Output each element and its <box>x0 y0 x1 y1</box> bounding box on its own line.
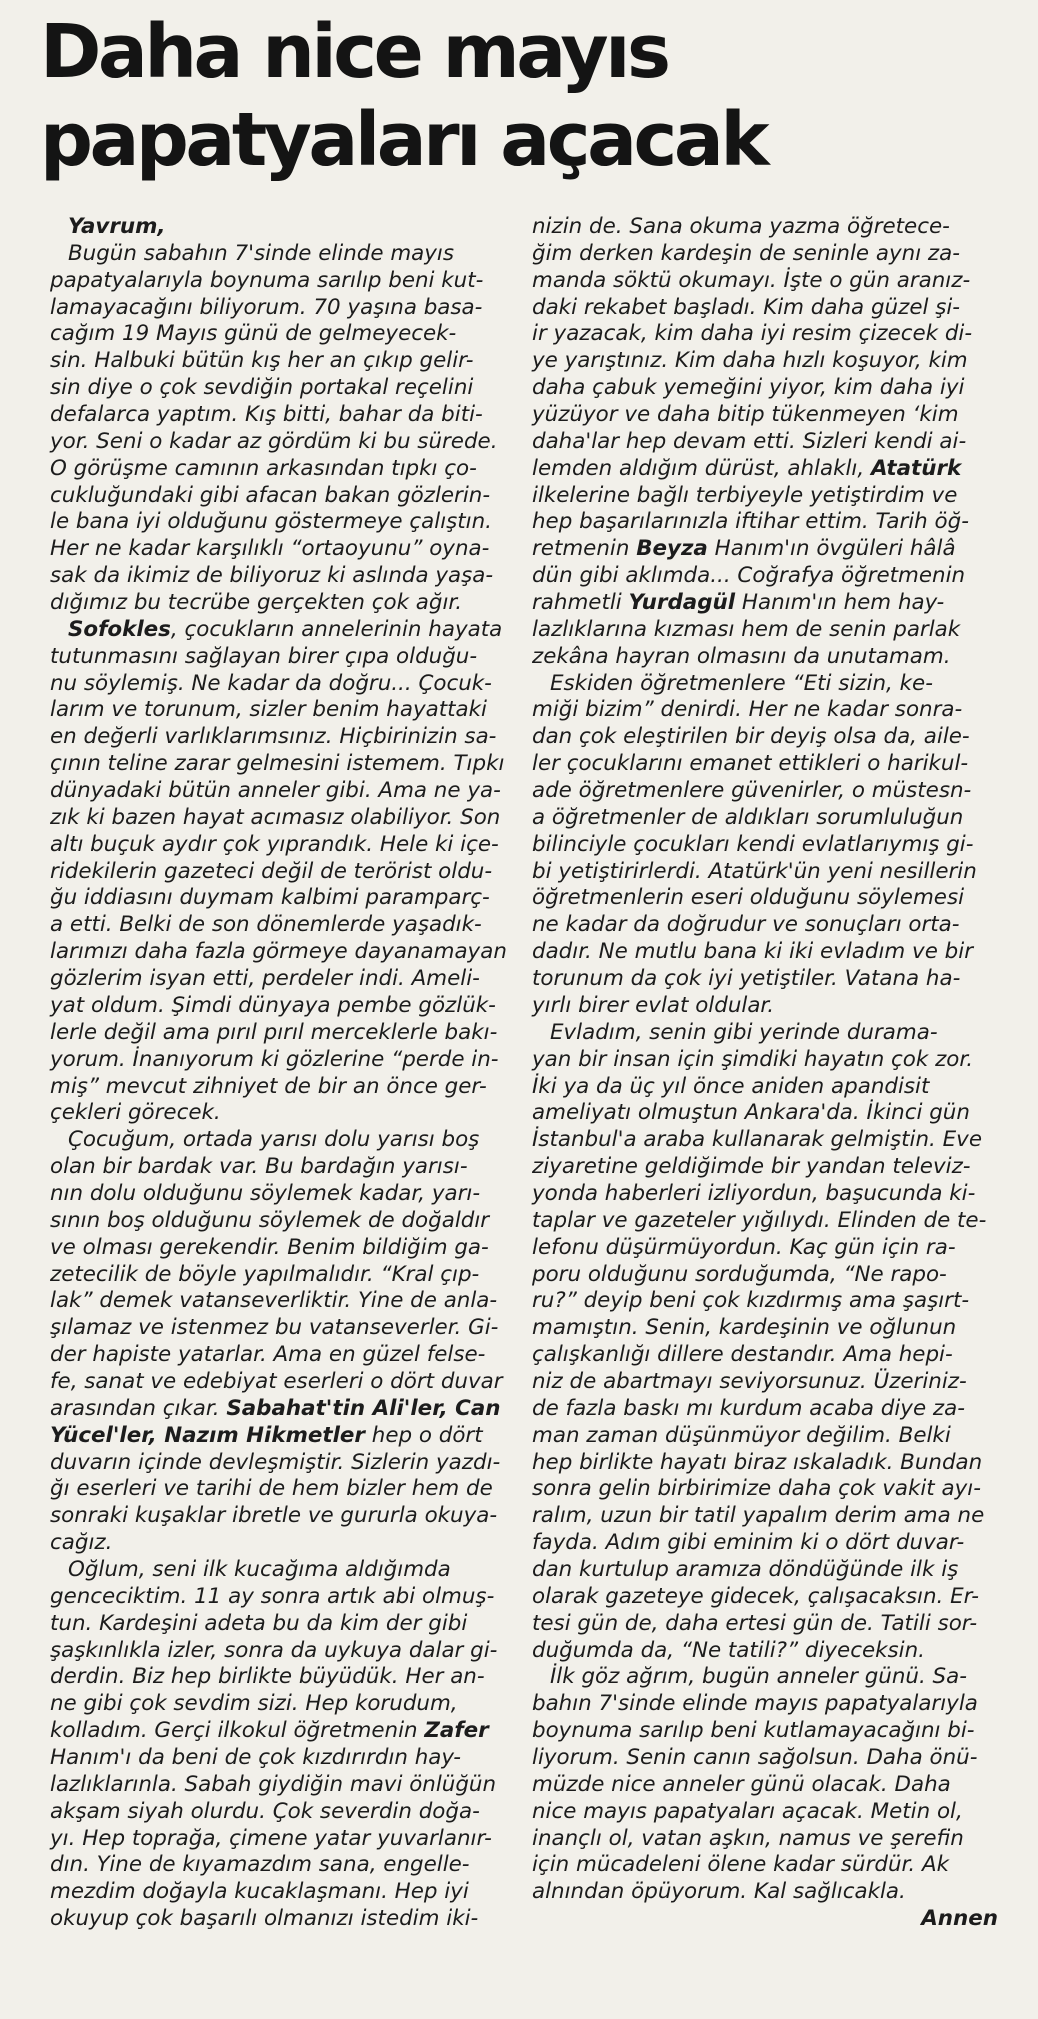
article-line: daha çabuk yemeğini yiyor, kim daha iyi <box>532 375 965 401</box>
article-line: taplar ve gazeteler yığılıydı. Elinden de te- <box>532 1207 987 1233</box>
article-line: torunum da çok iyi yetiştiler. Vatana ha- <box>532 966 961 992</box>
article-line: için mücadeleni ölene kadar sürdür. Ak <box>532 1852 949 1878</box>
article-line: dadır. Ne mutlu bana ki iki evladım ve bir <box>532 939 973 965</box>
article-line: ler çocuklarını emanet ettikleri o harikul- <box>532 751 969 777</box>
right-column-lines <box>532 214 998 1906</box>
article-line: ir yazacak, kim daha iyi resim çizecek di- <box>532 321 973 347</box>
article-line: fayda. Adım gibi eminim ki o dört duvar- <box>532 1530 965 1556</box>
article-line: gözlerim isyan etti, perdeler indi. Ameli- <box>50 966 480 992</box>
bold-name: Yurdagül <box>628 590 736 616</box>
article-line: sonra gelin birbirimize daha çok vakit ayı- <box>532 1476 981 1502</box>
text-run: rahmetli <box>532 590 629 616</box>
article-line: boynuma sarılıp beni kutlamayacağını bi- <box>532 1718 975 1744</box>
article-line: mamıştın. Senin, kardeşinin ve oğlunun <box>532 1315 957 1341</box>
article-line: dığımız bu tecrübe gerçekten çok ağır. <box>50 590 463 616</box>
article-line: sak da ikimiz de biliyoruz ki aslında yaşa- <box>50 563 494 589</box>
article-line: duvarın içinde devleşmiştir. Sizlerin yazdı- <box>50 1449 501 1475</box>
text-run: Hanım'ın hem hay- <box>735 590 945 616</box>
article-line: lak” demek vatanseverliktir. Yine de anla- <box>50 1288 498 1314</box>
article-line: derdin. Biz hep birlikte büyüdük. Her an- <box>50 1664 485 1690</box>
article-line: daki rekabet başladı. Kim daha güzel şi- <box>532 294 961 320</box>
article-line: yüzüyor ve daha bitip tükenmeyen ‘kim <box>532 402 959 428</box>
article-line: ğu iddiasını duymam kalbimi paramparç- <box>50 885 490 911</box>
article-line: nizin de. Sana okuma yazma öğretece- <box>532 214 950 239</box>
article-line: hep birlikte hayatı biraz ıskaladık. Bundan <box>532 1449 983 1475</box>
article-line: miş” mevcut zihniyet de bir an önce ger- <box>50 1073 487 1099</box>
article-line: yat oldum. Şimdi dünyaya pembe gözlük- <box>50 992 496 1018</box>
article-line: ğim derken kardeşin de seninle aynı za- <box>532 240 960 266</box>
article-line: poru olduğunu sorduğumda, “Ne rapo- <box>532 1261 947 1287</box>
headline-line-2: papatyaları açacak <box>40 97 767 183</box>
article-line: der hapiste yatarlar. Ama en güzel felse- <box>50 1342 486 1368</box>
signature: Annen <box>921 1906 998 1932</box>
article-line <box>50 1718 516 1745</box>
article-line: zekâna hayran olmasını da unutamam. <box>532 643 951 669</box>
article-line: bahın 7'sinde elinde mayıs papatyalarıyla <box>532 1691 978 1717</box>
article-line: en değerli varlıklarımsınız. Hiçbirinizin sa- <box>50 724 497 750</box>
article-line: Bugün sabahın 7'sinde elinde mayıs <box>68 240 455 266</box>
article-line: cağız. <box>50 1530 113 1556</box>
article-line: İki ya da üç yıl önce aniden apandisit <box>532 1073 930 1099</box>
article-line: tun. Kardeşini adeta bu da kim der gibi <box>50 1610 468 1636</box>
headline-line-1: Daha nice mayıs <box>40 9 668 95</box>
article-line <box>50 617 516 644</box>
article-column-left <box>50 214 516 1933</box>
text-run: hep o dört <box>364 1422 483 1448</box>
article-column-right <box>532 214 998 1933</box>
article-line: larımızı daha fazla görmeye dayanamayan <box>50 939 507 965</box>
article-line <box>50 1423 516 1450</box>
article-line: Eskiden öğretmenlere “Eti sizin, ke- <box>550 670 933 696</box>
article-line: Çocuğum, ortada yarısı dolu yarısı boş <box>68 1127 480 1153</box>
article-line: lefonu düşürmüyordun. Kaç gün için ra- <box>532 1234 956 1260</box>
text-run: kolladım. Gerçi ilkokul öğretmenin <box>50 1718 425 1744</box>
article-line: ziyaretine geldiğimde bir yandan televiz- <box>532 1154 971 1180</box>
bold-name: Beyza <box>636 536 708 562</box>
article-line: defalarca yaptım. Kış bitti, bahar da biti- <box>50 402 483 428</box>
article-line: ru?” deyip beni çok kızdırmış ama şaşırt- <box>532 1288 970 1314</box>
article-line: yorum. İnanıyorum ki gözlerine “perde in- <box>50 1046 499 1072</box>
article-line: ilkelerine bağlı terbiyeyle yetiştirdim ve <box>532 482 958 508</box>
article-line: yonda haberleri izliyordun, başucunda ki- <box>532 1180 976 1206</box>
article-line: cağım 19 Mayıs günü de gelmeyecek- <box>50 321 457 347</box>
article-line: larım ve torunum, sizler benim hayattaki <box>50 697 487 723</box>
article-line: Hanım'ı da beni de çok kızdırırdın hay- <box>50 1744 462 1770</box>
article-headline <box>40 8 1020 184</box>
article-line: man zaman düşünmüyor değilim. Belki <box>532 1422 951 1448</box>
article-line: papatyalarıyla boynuma sarılıp beni kut- <box>50 267 484 293</box>
article-line <box>532 590 998 617</box>
article-line: Evladım, senin gibi yerinde durama- <box>550 1019 938 1045</box>
article-line: nice mayıs papatyaları açacak. Metin ol, <box>532 1798 963 1824</box>
article-line: ye yarıştınız. Kim daha hızlı koşuyor, kim <box>532 348 968 374</box>
article-line: lazlıklarınla. Sabah giydiğin mavi önlüğün <box>50 1771 497 1797</box>
article-line: ade öğretmenlere güvenirler, o müstesn- <box>532 778 972 804</box>
article-line: İlk göz ağrım, bugün anneler günü. Sa- <box>550 1664 967 1690</box>
bold-name: Atatürk <box>870 455 962 481</box>
article-line: Oğlum, seni ilk kucağıma aldığımda <box>68 1556 451 1582</box>
article-line: Her ne kadar karşılıklı “ortaoyunu” oyna- <box>50 536 490 562</box>
text-run: retmenin <box>532 536 637 562</box>
article-line: a öğretmenler de aldıkları sorumluluğun <box>532 804 964 830</box>
article-line: fe, sanat ve edebiyat eserleri o dört duvar <box>50 1368 503 1394</box>
text-run: , çocukların annelerinin hayata <box>170 616 503 642</box>
article-line: le bana iyi olduğunu göstermeye çalıştın. <box>50 509 492 535</box>
article-line: niz de abartmayı seviyorsunuz. Üzeriniz- <box>532 1368 967 1394</box>
article-line: bi yetiştirirlerdi. Atatürk'ün yeni nesillerin <box>532 858 977 884</box>
article-line: ralım, uzun bir tatil yapalım derim ama ne <box>532 1503 985 1529</box>
article-line: müzde nice anneler günü olacak. Daha <box>532 1771 951 1797</box>
article-line: olan bir bardak var. Bu bardağın yarısı- <box>50 1154 468 1180</box>
bold-name: Sofokles <box>68 616 171 642</box>
article-line: ne kadar da doğrudur ve sonuçları orta- <box>532 912 960 938</box>
article-line: a etti. Belki de son dönemlerde yaşadık- <box>50 912 482 938</box>
article-line: yan bir insan için şimdiki hayatın çok zor. <box>532 1046 974 1072</box>
article-line: Yavrum, <box>68 214 166 239</box>
article-line: yor. Seni o kadar az gördüm ki bu sürede. <box>50 428 498 454</box>
article-line: altı buçuk aydır çok yıprandık. Hele ki içe- <box>50 831 499 857</box>
article-line: nu söylemiş. Ne kadar da doğru... Çocuk- <box>50 670 492 696</box>
article-line: zık ki bazen hayat acımasız olabiliyor. Son <box>50 804 501 830</box>
article-line: liyorum. Senin canın sağolsun. Daha önü- <box>532 1744 978 1770</box>
article-line: dünyadaki bütün anneler gibi. Ama ne ya- <box>50 778 501 804</box>
bold-name: Zafer <box>424 1718 489 1744</box>
article-line: tesi gün de, daha ertesi gün de. Tatili sor- <box>532 1610 978 1636</box>
article-line: lamayacağını biliyorum. 70 yaşına basa- <box>50 294 483 320</box>
article-line: olarak gazeteye gidecek, çalışacaksın. Er- <box>532 1583 979 1609</box>
article-line: gencecіktim. 11 ay sonra artık abi olmuş- <box>50 1583 495 1609</box>
article-line: dan kurtulup aramıza döndüğünde ilk iş <box>532 1556 959 1582</box>
article-line: çekleri görecek. <box>50 1100 221 1126</box>
article-line: cukluğundaki gibi afacan bakan gözlerin- <box>50 482 491 508</box>
article-line: öğretmenlerin eseri olduğunu söylemesi <box>532 885 965 911</box>
article-line: bilinciyle çocukları kendi evlatlarıymış gi- <box>532 831 974 857</box>
article-line: duğumda da, “Ne tatili?” diyeceksin. <box>532 1637 925 1663</box>
article-line: çalışkanlığı dillere destandır. Ama hepi- <box>532 1342 953 1368</box>
article-line: sonraki kuşaklar ibretle ve gururla okuya- <box>50 1503 498 1529</box>
article-line: ameliyatı olmuştun Ankara'da. İkinci gün <box>532 1100 970 1126</box>
article-line: dan çok eleştirilen bir deyiş olsa da, aile- <box>532 724 970 750</box>
article-line: İstanbul'a araba kullanarak gelmiştin. Eve <box>532 1127 982 1153</box>
article-line: dün gibi aklımda... Coğrafya öğretmenin <box>532 563 966 589</box>
article-line: zetecilik de böyle yapılmalıdır. “Kral çıp- <box>50 1261 480 1287</box>
article-line: O görüşme camının arkasından tıpkı ço- <box>50 455 477 481</box>
article-line: yı. Hep toprağa, çimene yatar yuvarlanır- <box>50 1825 492 1851</box>
article-line <box>532 456 998 483</box>
article-line: sin diye o çok sevdiğin portakal reçelini <box>50 375 474 401</box>
article-line: sin. Halbuki bütün kış her an çıkıp gelir- <box>50 348 474 374</box>
article-line: lazlıklarına kızması hem de senin parlak <box>532 616 961 642</box>
article-line: ridekilerin gazeteci değil de terörist oldu- <box>50 858 493 884</box>
article-line: çının teline zarar gelmesini istemem. Tıpkı <box>50 751 505 777</box>
article-line: ve olması gerekendir. Benim bildiğim ga- <box>50 1234 489 1260</box>
article-line: sının boş olduğunu söylemek de doğaldır <box>50 1207 490 1233</box>
article-line <box>532 536 998 563</box>
article-line: dın. Yine de kıyamazdım sana, engelle- <box>50 1852 470 1878</box>
article-line: de fazla baskı mı kurdum acaba diye za- <box>532 1395 965 1421</box>
article-line: mezdim doğayla kucaklaşmanı. Hep iyi <box>50 1879 469 1905</box>
bold-name: Yücel'ler, Nazım Hikmetler <box>50 1422 365 1448</box>
article-line: okuyup çok başarılı olmanızı istedim iki- <box>50 1906 479 1932</box>
article-line: lerle değil ama pırıl pırıl merceklerle bakı- <box>50 1019 498 1045</box>
article-line <box>50 1396 516 1423</box>
article-line: nın dolu olduğunu söylemek kadar, yarı- <box>50 1180 481 1206</box>
article-line: şaşkınlıkla izler, sonra da uykuya dalar gi- <box>50 1637 498 1663</box>
text-run: Hanım'ın övgüleri hâlâ <box>707 536 956 562</box>
article-line: daha'lar hep devam etti. Sizleri kendi ai- <box>532 428 967 454</box>
bold-name: Sabahat'tin Ali'ler, Can <box>226 1395 501 1421</box>
article-line: manda söktü okumayı. İşte o gün aranız- <box>532 267 971 293</box>
article-line: alnından öpüyorum. Kal sağlıcakla. <box>532 1879 906 1905</box>
article-line: tutunmasını sağlayan birer çıpa olduğu- <box>50 643 478 669</box>
article-line: şılamaz ve istenmez bu vatanseverler. Gi- <box>50 1315 499 1341</box>
article-line: hep başarılarınızla iftihar ettim. Tarih öğ- <box>532 509 969 535</box>
article-line: ğı eserleri ve tarihi de hem bizler hem de <box>50 1476 493 1502</box>
article-line: ne gibi çok sevdim sizi. Hep korudum, <box>50 1691 458 1717</box>
article-line: miği bizim” denirdi. Her ne kadar sonra- <box>532 697 963 723</box>
text-run: arasından çıkar. <box>50 1395 227 1421</box>
text-run: lemden aldığım dürüst, ahlaklı, <box>532 455 871 481</box>
article-line: inançlı ol, vatan aşkın, namus ve şerefin <box>532 1825 964 1851</box>
article-line: akşam siyah olurdu. Çok severdin doğa- <box>50 1798 480 1824</box>
article-line: yırlı birer evlat oldular. <box>532 992 775 1018</box>
